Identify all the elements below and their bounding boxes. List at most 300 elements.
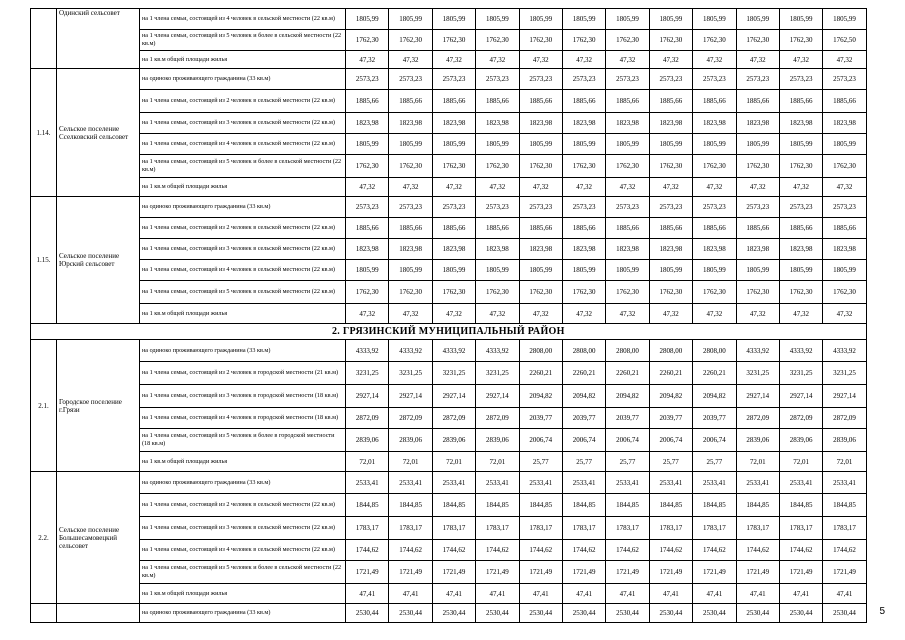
value-cell: 47,32	[736, 178, 779, 197]
value-cell: 1885,66	[779, 218, 822, 239]
row-description: на 1 члена семьи, состоящей из 2 человек в городской местности (21 кв.м)	[140, 362, 346, 385]
value-cell: 1823,98	[432, 113, 475, 134]
value-cell: 1783,17	[606, 517, 649, 540]
value-cell: 47,41	[432, 584, 475, 604]
row-description: на 1 члена семьи, состоящей из 2 человек в сельской местности (22 кв.м)	[140, 90, 346, 113]
value-cell: 72,01	[736, 452, 779, 472]
table-row	[31, 362, 867, 385]
value-cell: 2530,44	[649, 604, 692, 623]
value-cell: 2839,06	[779, 429, 822, 452]
value-cell: 3231,25	[476, 362, 519, 385]
table-row	[31, 604, 867, 623]
value-cell: 4333,92	[476, 340, 519, 362]
value-cell: 1823,98	[693, 113, 736, 134]
table-row	[31, 561, 867, 584]
value-cell: 25,77	[649, 452, 692, 472]
value-cell: 1762,30	[346, 30, 389, 51]
value-cell: 1744,62	[519, 540, 562, 561]
value-cell: 1762,30	[389, 155, 432, 178]
value-cell: 1823,98	[562, 239, 605, 260]
value-cell: 1762,30	[562, 281, 605, 304]
value-cell: 2573,23	[606, 69, 649, 90]
table-row	[31, 178, 867, 197]
value-cell: 1762,30	[346, 281, 389, 304]
value-cell: 1805,99	[432, 134, 475, 155]
value-cell: 47,32	[736, 51, 779, 69]
value-cell: 1744,62	[779, 540, 822, 561]
value-cell: 1844,85	[736, 494, 779, 517]
table-row	[31, 51, 867, 69]
item-number	[31, 9, 57, 69]
item-number: 2.2.	[31, 472, 57, 604]
value-cell: 1762,30	[823, 281, 866, 304]
value-cell: 47,41	[346, 584, 389, 604]
value-cell: 47,32	[693, 304, 736, 324]
value-cell: 1744,62	[346, 540, 389, 561]
value-cell: 1805,99	[562, 134, 605, 155]
value-cell: 1805,99	[693, 260, 736, 281]
value-cell: 1823,98	[389, 239, 432, 260]
value-cell: 1762,30	[779, 155, 822, 178]
value-cell: 1762,30	[346, 155, 389, 178]
value-cell: 2808,00	[562, 340, 605, 362]
value-cell: 2808,00	[649, 340, 692, 362]
value-cell: 3231,25	[823, 362, 866, 385]
value-cell: 1885,66	[736, 218, 779, 239]
value-cell: 47,32	[736, 304, 779, 324]
value-cell: 1885,66	[649, 218, 692, 239]
value-cell: 1805,99	[606, 134, 649, 155]
value-cell: 1744,62	[432, 540, 475, 561]
value-cell: 1805,99	[779, 9, 822, 30]
value-cell: 2573,23	[389, 69, 432, 90]
value-cell: 1783,17	[519, 517, 562, 540]
value-cell: 1721,49	[389, 561, 432, 584]
value-cell: 1885,66	[562, 90, 605, 113]
row-description: на одиноко проживающего гражданина (33 кв.м)	[140, 197, 346, 218]
value-cell: 47,41	[562, 584, 605, 604]
value-cell: 1762,30	[389, 30, 432, 51]
table-row	[31, 69, 867, 90]
value-cell: 3231,25	[389, 362, 432, 385]
row-description: на 1 кв.м общей площади жилья	[140, 51, 346, 69]
value-cell: 3231,25	[432, 362, 475, 385]
row-description: на 1 члена семьи, состоящей из 3 человек в сельской местности (22 кв.м)	[140, 517, 346, 540]
value-cell: 1805,99	[606, 9, 649, 30]
value-cell: 2573,23	[519, 197, 562, 218]
value-cell: 2260,21	[693, 362, 736, 385]
item-number: 1.14.	[31, 69, 57, 197]
value-cell: 1721,49	[736, 561, 779, 584]
value-cell: 1762,30	[779, 30, 822, 51]
table-row	[31, 452, 867, 472]
value-cell: 1885,66	[606, 90, 649, 113]
value-cell: 1823,98	[779, 239, 822, 260]
value-cell: 1805,99	[779, 134, 822, 155]
value-cell: 2260,21	[649, 362, 692, 385]
item-number: 1.15.	[31, 197, 57, 324]
value-cell: 2839,06	[736, 429, 779, 452]
value-cell: 2533,41	[606, 472, 649, 494]
value-cell: 1805,99	[562, 9, 605, 30]
value-cell: 2839,06	[346, 429, 389, 452]
row-description: на 1 члена семьи, состоящей из 4 человек в городской местности (18 кв.м)	[140, 408, 346, 429]
value-cell: 1885,66	[476, 218, 519, 239]
value-cell: 1762,30	[823, 155, 866, 178]
value-cell: 1805,99	[562, 260, 605, 281]
value-cell: 2039,77	[693, 408, 736, 429]
value-cell: 2533,41	[693, 472, 736, 494]
value-cell: 2039,77	[649, 408, 692, 429]
value-cell: 2533,41	[649, 472, 692, 494]
value-cell: 2872,09	[346, 408, 389, 429]
value-cell: 47,32	[649, 304, 692, 324]
value-cell: 2533,41	[519, 472, 562, 494]
value-cell: 47,32	[693, 51, 736, 69]
document-page	[30, 8, 866, 623]
row-description: на одиноко проживающего гражданина (33 кв.м)	[140, 604, 346, 623]
item-number: 2.1.	[31, 340, 57, 472]
value-cell: 2260,21	[562, 362, 605, 385]
table-row	[31, 155, 867, 178]
value-cell: 72,01	[476, 452, 519, 472]
value-cell: 2573,23	[823, 197, 866, 218]
value-cell: 2533,41	[779, 472, 822, 494]
value-cell: 2573,23	[432, 197, 475, 218]
value-cell: 1721,49	[823, 561, 866, 584]
value-cell: 25,77	[519, 452, 562, 472]
value-cell: 2530,44	[346, 604, 389, 623]
value-cell: 1885,66	[693, 218, 736, 239]
value-cell: 1885,66	[693, 90, 736, 113]
value-cell: 2530,44	[779, 604, 822, 623]
value-cell: 1823,98	[649, 113, 692, 134]
value-cell: 1762,30	[736, 281, 779, 304]
value-cell: 2573,23	[823, 69, 866, 90]
value-cell: 4333,92	[389, 340, 432, 362]
value-cell: 72,01	[823, 452, 866, 472]
row-description: на 1 члена семьи, состоящей из 3 человек в городской местности (18 кв.м)	[140, 385, 346, 408]
value-cell: 1805,99	[779, 260, 822, 281]
value-cell: 1744,62	[389, 540, 432, 561]
value-cell: 2927,14	[432, 385, 475, 408]
value-cell: 1762,30	[476, 155, 519, 178]
value-cell: 1805,99	[389, 260, 432, 281]
value-cell: 25,77	[562, 452, 605, 472]
table-row	[31, 517, 867, 540]
value-cell: 47,32	[519, 304, 562, 324]
value-cell: 1885,66	[389, 218, 432, 239]
value-cell: 1762,50	[823, 30, 866, 51]
value-cell: 1805,99	[519, 134, 562, 155]
value-cell: 1885,66	[519, 90, 562, 113]
value-cell: 47,32	[476, 178, 519, 197]
row-description: на 1 члена семьи, состоящей из 3 человек в сельской местности (22 кв.м)	[140, 239, 346, 260]
value-cell: 2573,23	[779, 69, 822, 90]
value-cell: 47,32	[649, 51, 692, 69]
value-cell: 2573,23	[562, 69, 605, 90]
value-cell: 1823,98	[693, 239, 736, 260]
value-cell: 47,32	[476, 304, 519, 324]
value-cell: 1762,30	[693, 281, 736, 304]
value-cell: 2533,41	[736, 472, 779, 494]
value-cell: 1885,66	[346, 90, 389, 113]
value-cell: 1844,85	[649, 494, 692, 517]
value-cell: 1762,30	[693, 155, 736, 178]
value-cell: 2260,21	[519, 362, 562, 385]
value-cell: 1844,85	[606, 494, 649, 517]
value-cell: 1885,66	[823, 90, 866, 113]
row-description: на 1 члена семьи, состоящей из 3 человек в сельской местности (22 кв.м)	[140, 113, 346, 134]
value-cell: 1844,85	[389, 494, 432, 517]
value-cell: 1744,62	[693, 540, 736, 561]
value-cell: 4333,92	[736, 340, 779, 362]
value-cell: 2530,44	[519, 604, 562, 623]
row-description: на одиноко проживающего гражданина (33 кв.м)	[140, 340, 346, 362]
value-cell: 2573,23	[606, 197, 649, 218]
settlement-name: Сельское поселение Большесамовецкий сельсовет	[57, 472, 140, 604]
page-number: 5	[879, 606, 885, 617]
value-cell: 47,32	[606, 178, 649, 197]
row-description: на 1 члена семьи, состоящей из 5 человек и более в сельской местности (22 кв.м)	[140, 561, 346, 584]
value-cell: 4333,92	[346, 340, 389, 362]
section-header-row	[31, 324, 867, 340]
value-cell: 2094,82	[649, 385, 692, 408]
value-cell: 2573,23	[649, 197, 692, 218]
settlement-name: Одинский сельсовет	[57, 9, 140, 69]
value-cell: 1885,66	[779, 90, 822, 113]
value-cell: 1721,49	[606, 561, 649, 584]
value-cell: 47,32	[562, 51, 605, 69]
value-cell: 2094,82	[519, 385, 562, 408]
value-cell: 2006,74	[693, 429, 736, 452]
value-cell: 1805,99	[606, 260, 649, 281]
value-cell: 1805,99	[476, 260, 519, 281]
value-cell: 47,41	[779, 584, 822, 604]
value-cell: 1885,66	[519, 218, 562, 239]
value-cell: 1805,99	[346, 9, 389, 30]
value-cell: 1823,98	[389, 113, 432, 134]
value-cell: 1762,30	[432, 281, 475, 304]
value-cell: 2533,41	[389, 472, 432, 494]
value-cell: 2872,09	[389, 408, 432, 429]
value-cell: 1762,30	[476, 30, 519, 51]
value-cell: 1805,99	[432, 9, 475, 30]
value-cell: 2530,44	[823, 604, 866, 623]
value-cell: 47,32	[346, 51, 389, 69]
value-cell: 1844,85	[779, 494, 822, 517]
value-cell: 2006,74	[519, 429, 562, 452]
settlement-name: Городское поселение г.Грязи	[57, 340, 140, 472]
value-cell: 1823,98	[736, 113, 779, 134]
value-cell: 2573,23	[476, 197, 519, 218]
value-cell: 1805,99	[389, 9, 432, 30]
value-cell: 2573,23	[346, 197, 389, 218]
value-cell: 1762,30	[432, 155, 475, 178]
value-cell: 1805,99	[693, 134, 736, 155]
value-cell: 2927,14	[736, 385, 779, 408]
value-cell: 1805,99	[823, 260, 866, 281]
value-cell: 47,32	[519, 178, 562, 197]
value-cell: 47,32	[562, 304, 605, 324]
row-description: на 1 члена семьи, состоящей из 4 человек в сельской местности (22 кв.м)	[140, 540, 346, 561]
item-number	[31, 604, 57, 623]
value-cell: 1762,30	[606, 155, 649, 178]
value-cell: 1885,66	[823, 218, 866, 239]
value-cell: 1721,49	[562, 561, 605, 584]
value-cell: 1744,62	[562, 540, 605, 561]
housing-cost-table	[30, 8, 867, 623]
value-cell: 1844,85	[519, 494, 562, 517]
value-cell: 2927,14	[389, 385, 432, 408]
value-cell: 1762,30	[562, 30, 605, 51]
value-cell: 1885,66	[432, 90, 475, 113]
value-cell: 1885,66	[432, 218, 475, 239]
value-cell: 1805,99	[432, 260, 475, 281]
value-cell: 1805,99	[649, 134, 692, 155]
value-cell: 1783,17	[346, 517, 389, 540]
value-cell: 1783,17	[779, 517, 822, 540]
value-cell: 2039,77	[606, 408, 649, 429]
value-cell: 2530,44	[432, 604, 475, 623]
value-cell: 1805,99	[389, 134, 432, 155]
table-row	[31, 408, 867, 429]
value-cell: 25,77	[693, 452, 736, 472]
value-cell: 2573,23	[693, 197, 736, 218]
value-cell: 1805,99	[346, 260, 389, 281]
value-cell: 1783,17	[389, 517, 432, 540]
value-cell: 1805,99	[736, 260, 779, 281]
value-cell: 1762,30	[736, 155, 779, 178]
value-cell: 1805,99	[823, 134, 866, 155]
value-cell: 47,32	[649, 178, 692, 197]
value-cell: 25,77	[606, 452, 649, 472]
value-cell: 1805,99	[736, 134, 779, 155]
table-row	[31, 218, 867, 239]
value-cell: 72,01	[389, 452, 432, 472]
row-description: на 1 члена семьи, состоящей из 5 человек и более в сельской местности (22 кв.м)	[140, 155, 346, 178]
value-cell: 1762,30	[693, 30, 736, 51]
value-cell: 1762,30	[649, 281, 692, 304]
value-cell: 2573,23	[346, 69, 389, 90]
value-cell: 47,32	[389, 304, 432, 324]
value-cell: 1783,17	[432, 517, 475, 540]
value-cell: 2573,23	[693, 69, 736, 90]
value-cell: 1823,98	[606, 113, 649, 134]
value-cell: 1885,66	[346, 218, 389, 239]
value-cell: 1762,30	[476, 281, 519, 304]
value-cell: 1885,66	[736, 90, 779, 113]
value-cell: 47,32	[606, 51, 649, 69]
value-cell: 2872,09	[779, 408, 822, 429]
settlement-name	[57, 604, 140, 623]
value-cell: 1805,99	[519, 260, 562, 281]
value-cell: 2530,44	[693, 604, 736, 623]
value-cell: 1844,85	[562, 494, 605, 517]
value-cell: 3231,25	[736, 362, 779, 385]
value-cell: 1762,30	[519, 30, 562, 51]
value-cell: 1762,30	[606, 281, 649, 304]
value-cell: 1823,98	[606, 239, 649, 260]
value-cell: 2039,77	[562, 408, 605, 429]
value-cell: 1721,49	[779, 561, 822, 584]
value-cell: 2006,74	[606, 429, 649, 452]
value-cell: 1744,62	[823, 540, 866, 561]
table-row	[31, 385, 867, 408]
section-title: 2. ГРЯЗИНСКИЙ МУНИЦИПАЛЬНЫЙ РАЙОН	[31, 324, 867, 340]
value-cell: 1823,98	[736, 239, 779, 260]
value-cell: 2530,44	[476, 604, 519, 623]
value-cell: 72,01	[432, 452, 475, 472]
row-description: на 1 кв.м общей площади жилья	[140, 452, 346, 472]
value-cell: 2872,09	[432, 408, 475, 429]
value-cell: 2530,44	[606, 604, 649, 623]
value-cell: 47,32	[779, 178, 822, 197]
value-cell: 1805,99	[649, 260, 692, 281]
value-cell: 2573,23	[779, 197, 822, 218]
value-cell: 1783,17	[476, 517, 519, 540]
value-cell: 4333,92	[432, 340, 475, 362]
value-cell: 47,32	[519, 51, 562, 69]
value-cell: 1805,99	[736, 9, 779, 30]
value-cell: 1844,85	[346, 494, 389, 517]
value-cell: 47,32	[346, 178, 389, 197]
row-description: на 1 члена семьи, состоящей из 4 человек в сельской местности (22 кв.м)	[140, 134, 346, 155]
value-cell: 47,32	[432, 51, 475, 69]
value-cell: 2533,41	[432, 472, 475, 494]
value-cell: 47,32	[779, 51, 822, 69]
row-description: на 1 кв.м общей площади жилья	[140, 178, 346, 197]
value-cell: 2094,82	[693, 385, 736, 408]
table-row	[31, 340, 867, 362]
value-cell: 1823,98	[562, 113, 605, 134]
value-cell: 47,41	[519, 584, 562, 604]
value-cell: 1885,66	[476, 90, 519, 113]
value-cell: 2094,82	[606, 385, 649, 408]
value-cell: 1805,99	[519, 9, 562, 30]
value-cell: 1744,62	[606, 540, 649, 561]
value-cell: 1823,98	[476, 239, 519, 260]
value-cell: 47,41	[389, 584, 432, 604]
value-cell: 1823,98	[649, 239, 692, 260]
value-cell: 2872,09	[823, 408, 866, 429]
value-cell: 47,32	[823, 51, 866, 69]
table-row	[31, 239, 867, 260]
table-row	[31, 281, 867, 304]
value-cell: 1885,66	[389, 90, 432, 113]
value-cell: 4333,92	[823, 340, 866, 362]
value-cell: 2927,14	[779, 385, 822, 408]
value-cell: 47,32	[476, 51, 519, 69]
value-cell: 47,41	[823, 584, 866, 604]
row-description: на одиноко проживающего гражданина (33 кв.м)	[140, 472, 346, 494]
value-cell: 2839,06	[476, 429, 519, 452]
value-cell: 2839,06	[823, 429, 866, 452]
value-cell: 2839,06	[389, 429, 432, 452]
value-cell: 47,32	[346, 304, 389, 324]
value-cell: 1783,17	[562, 517, 605, 540]
table-row	[31, 260, 867, 281]
value-cell: 47,32	[823, 304, 866, 324]
value-cell: 47,41	[736, 584, 779, 604]
value-cell: 1721,49	[649, 561, 692, 584]
row-description: на 1 кв.м общей площади жилья	[140, 584, 346, 604]
table-row	[31, 429, 867, 452]
value-cell: 47,32	[606, 304, 649, 324]
table-row	[31, 113, 867, 134]
value-cell: 1805,99	[476, 134, 519, 155]
row-description: на 1 члена семьи, состоящей из 4 человек в сельской местности (22 кв.м)	[140, 9, 346, 30]
